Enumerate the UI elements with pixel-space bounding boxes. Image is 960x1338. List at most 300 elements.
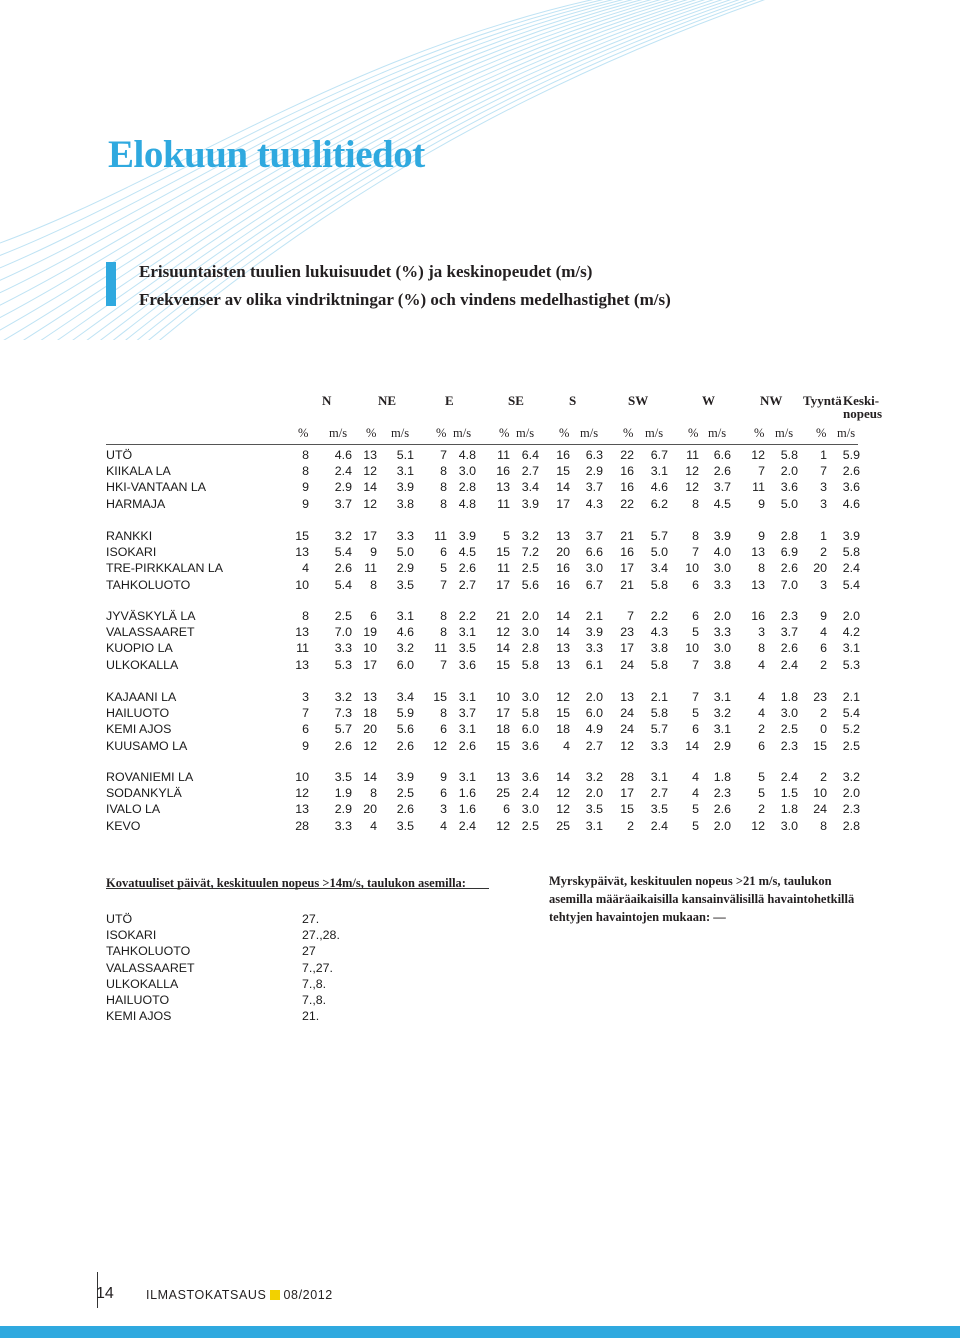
cell-speed: 3.0 (521, 802, 539, 817)
cell-percent: 13 (620, 690, 634, 704)
cell-speed: 3.7 (585, 529, 603, 543)
strong-wind-dates: 27 (302, 944, 316, 959)
cell-percent: 4 (563, 738, 570, 753)
cell-percent: 17 (620, 786, 634, 801)
cell-speed: 1.5 (780, 786, 798, 801)
cell-percent: 8 (302, 609, 309, 623)
cell-percent: 6 (370, 609, 377, 623)
cell-percent: 12 (751, 818, 765, 833)
cell-speed: 3.0 (780, 818, 798, 833)
cell-speed: 4.0 (713, 545, 731, 560)
cell-speed: 7.2 (521, 545, 539, 560)
cell-speed: 3.3 (650, 738, 668, 753)
cell-percent: 6 (440, 722, 447, 737)
table-row (0, 480, 960, 496)
cell-speed: 3.6 (842, 480, 860, 495)
cell-speed: 3.2 (585, 770, 603, 784)
cell-percent: 6 (440, 545, 447, 560)
cell-speed: 5.2 (842, 722, 860, 737)
cell-percent: 13 (295, 657, 309, 672)
col-se: SE (508, 393, 524, 408)
publication-issue: 08/2012 (283, 1288, 333, 1302)
cell-speed: 3.8 (713, 657, 731, 672)
cell-percent: 18 (363, 706, 377, 721)
unit-ms: m/s (645, 426, 664, 440)
cell-percent: 4 (758, 690, 765, 704)
station-name: VALASSAARET (106, 625, 195, 640)
cell-speed: 5.6 (521, 577, 539, 592)
unit-ms: m/s (391, 426, 410, 440)
cell-percent: 5 (758, 770, 765, 784)
strong-wind-station: ULKOKALLA (106, 976, 179, 991)
cell-percent: 16 (751, 609, 765, 623)
subtitle-finnish: Erisuuntaisten tuulien lukuisuudet (%) ja keskinopeudet (m/s) (139, 262, 593, 281)
unit-ms: m/s (329, 426, 348, 440)
cell-speed: 2.8 (521, 641, 539, 656)
cell-speed: 3.3 (585, 641, 603, 656)
cell-percent: 11 (434, 529, 447, 543)
cell-percent: 2 (820, 657, 827, 672)
cell-speed: 2.4 (780, 657, 798, 672)
cell-percent: 5 (692, 625, 699, 640)
cell-speed: 3.3 (713, 625, 731, 640)
cell-speed: 5.1 (396, 448, 414, 462)
col-n: N (322, 393, 332, 408)
cell-speed: 2.7 (650, 786, 668, 801)
cell-percent: 14 (556, 609, 570, 623)
unit-percent: % (366, 426, 377, 440)
cell-speed: 6.7 (650, 448, 668, 462)
unit-ms: m/s (708, 426, 727, 440)
cell-speed: 1.9 (334, 786, 352, 801)
col-ne: NE (378, 393, 397, 408)
cell-percent: 8 (440, 625, 447, 640)
cell-speed: 2.1 (842, 690, 860, 704)
cell-speed: 2.6 (780, 561, 798, 576)
cell-percent: 8 (302, 464, 309, 479)
cell-percent: 13 (556, 641, 570, 656)
cell-percent: 13 (363, 448, 377, 462)
cell-percent: 2 (758, 722, 765, 737)
cell-speed: 2.0 (521, 609, 539, 623)
cell-percent: 0 (820, 722, 827, 737)
cell-percent: 11 (686, 448, 699, 462)
table-row (0, 802, 960, 818)
cell-speed: 5.9 (396, 706, 414, 721)
cell-percent: 6 (820, 641, 827, 656)
cell-speed: 2.3 (780, 609, 798, 623)
cell-percent: 1 (820, 448, 827, 462)
cell-speed: 3.2 (842, 770, 860, 784)
cell-percent: 25 (556, 818, 570, 833)
cell-percent: 11 (752, 480, 765, 495)
cell-percent: 24 (620, 657, 634, 672)
col-e: E (445, 393, 454, 408)
cell-percent: 4 (758, 657, 765, 672)
cell-percent: 8 (758, 641, 765, 656)
station-name: HKI-VANTAAN LA (106, 480, 207, 495)
cell-speed: 4.2 (842, 625, 860, 640)
col-w: W (702, 393, 715, 408)
table-row (0, 561, 960, 577)
cell-percent: 2 (820, 545, 827, 560)
table-row (0, 448, 960, 464)
cell-percent: 4 (758, 706, 765, 721)
cell-speed: 2.6 (780, 641, 798, 656)
cell-speed: 5.4 (842, 577, 860, 592)
cell-speed: 2.6 (396, 802, 414, 817)
gale-note-line3: tehtyjen havaintojen mukaan: — (549, 910, 726, 924)
cell-percent: 5 (758, 786, 765, 801)
cell-speed: 5.9 (842, 448, 860, 462)
cell-percent: 6 (692, 577, 699, 592)
cell-speed: 2.8 (458, 480, 476, 495)
cell-speed: 3.2 (521, 529, 539, 543)
table-row (0, 722, 960, 738)
cell-speed: 3.7 (458, 706, 476, 721)
table-row (0, 786, 960, 802)
cell-speed: 1.8 (780, 690, 798, 704)
cell-percent: 2 (820, 706, 827, 721)
cell-percent: 8 (440, 496, 447, 511)
cell-percent: 14 (556, 625, 570, 640)
cell-speed: 4.6 (334, 448, 352, 462)
cell-speed: 3.6 (458, 657, 476, 672)
cell-percent: 13 (295, 802, 309, 817)
cell-speed: 2.9 (334, 480, 352, 495)
cell-speed: 4.5 (458, 545, 476, 560)
cell-percent: 3 (820, 577, 827, 592)
cell-speed: 3.2 (713, 706, 731, 721)
cell-percent: 13 (295, 545, 309, 560)
cell-percent: 5 (503, 529, 510, 543)
cell-percent: 4 (820, 625, 827, 640)
table-row (0, 690, 960, 706)
cell-percent: 4 (302, 561, 309, 576)
cell-percent: 20 (813, 561, 827, 576)
station-name: RANKKI (106, 529, 153, 543)
cell-speed: 3.6 (521, 738, 539, 753)
cell-speed: 1.8 (780, 802, 798, 817)
station-name: ISOKARI (106, 545, 157, 560)
cell-speed: 4.6 (396, 625, 414, 640)
cell-speed: 2.6 (713, 802, 731, 817)
cell-speed: 3.3 (713, 577, 731, 592)
cell-percent: 7 (440, 657, 447, 672)
cell-percent: 12 (556, 802, 570, 817)
cell-percent: 24 (620, 722, 634, 737)
table-row (0, 578, 960, 594)
cell-percent: 13 (751, 545, 765, 560)
cell-percent: 9 (370, 545, 377, 560)
cell-percent: 3 (302, 690, 309, 704)
strong-wind-dates: 21. (302, 1009, 320, 1024)
cell-speed: 2.5 (334, 609, 352, 623)
cell-speed: 2.5 (521, 818, 539, 833)
strong-wind-station: HAILUOTO (106, 993, 170, 1007)
table-row (0, 819, 960, 835)
cell-percent: 5 (692, 818, 699, 833)
cell-percent: 19 (363, 625, 377, 640)
cell-percent: 22 (620, 496, 634, 511)
cell-speed: 2.6 (396, 738, 414, 753)
cell-speed: 6.4 (521, 448, 539, 462)
cell-speed: 2.2 (458, 609, 476, 623)
table-row (0, 770, 960, 786)
cell-speed: 2.6 (458, 561, 476, 576)
cell-speed: 2.4 (334, 464, 352, 479)
cell-speed: 5.4 (842, 706, 860, 721)
header-divider (106, 444, 858, 445)
cell-percent: 23 (813, 690, 827, 704)
cell-percent: 5 (440, 561, 447, 576)
station-name: HAILUOTO (106, 706, 170, 721)
cell-percent: 12 (620, 738, 634, 753)
cell-percent: 13 (556, 529, 570, 543)
cell-percent: 8 (692, 496, 699, 511)
cell-percent: 5 (692, 802, 699, 817)
cell-percent: 8 (820, 818, 827, 833)
table-row (0, 464, 960, 480)
table-row (0, 739, 960, 755)
cell-percent: 6 (302, 722, 309, 737)
cell-percent: 3 (440, 802, 447, 817)
cell-percent: 11 (497, 448, 510, 462)
cell-percent: 17 (496, 706, 510, 721)
cell-percent: 14 (363, 480, 377, 495)
cell-percent: 9 (758, 496, 765, 511)
cell-speed: 3.9 (396, 480, 414, 495)
cell-speed: 5.4 (334, 545, 352, 560)
cell-speed: 3.5 (334, 770, 352, 784)
cell-percent: 4 (370, 818, 377, 833)
cell-percent: 15 (496, 657, 510, 672)
cell-percent: 20 (363, 802, 377, 817)
cell-percent: 12 (685, 480, 699, 495)
cell-percent: 8 (440, 480, 447, 495)
cell-percent: 7 (302, 706, 309, 721)
cell-speed: 2.6 (458, 738, 476, 753)
cell-speed: 3.9 (521, 496, 539, 511)
cell-percent: 15 (433, 690, 447, 704)
cell-percent: 9 (302, 496, 309, 511)
cell-percent: 16 (556, 577, 570, 592)
cell-percent: 12 (363, 496, 377, 511)
cell-percent: 15 (496, 545, 510, 560)
station-name: UTÖ (106, 448, 133, 462)
cell-percent: 10 (685, 561, 699, 576)
cell-speed: 3.0 (713, 641, 731, 656)
cell-speed: 3.0 (713, 561, 731, 576)
cell-speed: 3.1 (396, 609, 414, 623)
cell-percent: 12 (363, 464, 377, 479)
cell-speed: 5.7 (650, 529, 668, 543)
cell-speed: 2.3 (842, 802, 860, 817)
bottom-accent-band (0, 1326, 960, 1338)
cell-speed: 6.2 (650, 496, 668, 511)
page-number: 14 (96, 1285, 114, 1302)
cell-speed: 4.6 (650, 480, 668, 495)
cell-percent: 8 (302, 448, 309, 462)
cell-speed: 2.5 (780, 722, 798, 737)
subtitle-accent-bar (106, 262, 116, 306)
cell-speed: 3.7 (334, 496, 352, 511)
cell-percent: 12 (556, 690, 570, 704)
strong-wind-dates: 7.,27. (302, 960, 334, 975)
cell-percent: 5 (692, 706, 699, 721)
cell-speed: 6.0 (521, 722, 539, 737)
cell-percent: 12 (556, 786, 570, 801)
station-name: TAHKOLUOTO (106, 577, 191, 592)
cell-percent: 8 (440, 706, 447, 721)
cell-percent: 9 (758, 529, 765, 543)
cell-percent: 3 (758, 625, 765, 640)
cell-percent: 14 (496, 641, 510, 656)
cell-percent: 7 (627, 609, 634, 623)
cell-percent: 9 (820, 609, 827, 623)
cell-percent: 16 (556, 561, 570, 576)
cell-percent: 28 (620, 770, 634, 784)
cell-speed: 5.8 (650, 657, 668, 672)
unit-percent: % (436, 426, 447, 440)
cell-percent: 8 (440, 609, 447, 623)
cell-speed: 3.1 (842, 641, 860, 656)
cell-percent: 9 (302, 480, 309, 495)
station-name: IVALO LA (106, 802, 161, 817)
cell-percent: 12 (496, 625, 510, 640)
cell-percent: 15 (295, 529, 309, 543)
cell-speed: 2.4 (458, 818, 476, 833)
cell-speed: 3.7 (780, 625, 798, 640)
cell-speed: 3.4 (650, 561, 668, 576)
cell-speed: 6.6 (585, 545, 603, 560)
cell-speed: 3.5 (585, 802, 603, 817)
cell-speed: 1.6 (458, 802, 476, 817)
cell-percent: 12 (751, 448, 765, 462)
cell-percent: 6 (758, 738, 765, 753)
cell-speed: 2.6 (713, 464, 731, 479)
cell-speed: 3.1 (458, 770, 476, 784)
cell-percent: 14 (685, 738, 699, 753)
station-name: KAJAANI LA (106, 690, 177, 704)
cell-percent: 10 (813, 786, 827, 801)
cell-percent: 17 (363, 657, 377, 672)
cell-percent: 17 (496, 577, 510, 592)
cell-speed: 2.4 (650, 818, 668, 833)
unit-percent: % (754, 426, 765, 440)
cell-speed: 5.8 (521, 706, 539, 721)
cell-speed: 2.3 (713, 786, 731, 801)
cell-percent: 7 (692, 545, 699, 560)
strong-wind-station: KEMI AJOS (106, 1009, 172, 1024)
table-row (0, 641, 960, 657)
cell-speed: 3.5 (650, 802, 668, 817)
cell-speed: 3.4 (521, 480, 539, 495)
cell-speed: 2.0 (585, 786, 603, 801)
cell-speed: 3.8 (396, 496, 414, 511)
cell-percent: 14 (556, 480, 570, 495)
cell-speed: 3.2 (334, 690, 352, 704)
strong-wind-heading: Kovatuuliset päivät, keskituulen nopeus >14m/s, taulukon asemilla: (106, 876, 466, 890)
cell-percent: 15 (620, 802, 634, 817)
cell-speed: 2.7 (521, 464, 539, 479)
cell-percent: 12 (295, 786, 309, 801)
cell-speed: 2.0 (585, 690, 603, 704)
cell-speed: 3.1 (713, 690, 731, 704)
strong-wind-station: TAHKOLUOTO (106, 944, 191, 959)
station-name: KEMI AJOS (106, 722, 172, 737)
publication-title: ILMASTOKATSAUS (146, 1288, 267, 1302)
unit-ms: m/s (775, 426, 794, 440)
cell-speed: 1.8 (713, 770, 731, 784)
cell-percent: 12 (685, 464, 699, 479)
cell-speed: 3.9 (458, 529, 476, 543)
cell-speed: 3.3 (396, 529, 414, 543)
table-row (0, 706, 960, 722)
cell-percent: 10 (496, 690, 510, 704)
col-sw: SW (628, 393, 649, 408)
cell-percent: 13 (363, 690, 377, 704)
cell-speed: 7.3 (334, 706, 352, 721)
cell-speed: 5.0 (396, 545, 414, 560)
cell-percent: 15 (556, 464, 570, 479)
cell-percent: 20 (363, 722, 377, 737)
cell-speed: 4.5 (713, 496, 731, 511)
cell-percent: 2 (627, 818, 634, 833)
cell-percent: 17 (620, 641, 634, 656)
gale-note-line2: asemilla määräaikaisilla kansainvälisillä havaintohetkillä (549, 892, 855, 906)
page-title: Elokuun tuulitiedot (108, 133, 425, 176)
cell-percent: 6 (692, 609, 699, 623)
strong-wind-rule (106, 888, 489, 889)
cell-percent: 18 (496, 722, 510, 737)
cell-speed: 4.9 (585, 722, 603, 737)
cell-percent: 11 (364, 561, 377, 576)
cell-percent: 15 (813, 738, 827, 753)
cell-speed: 3.0 (458, 464, 476, 479)
station-name: KEVO (106, 818, 141, 833)
cell-speed: 2.5 (842, 738, 860, 753)
cell-speed: 2.0 (780, 464, 798, 479)
cell-percent: 6 (692, 722, 699, 737)
subtitle-swedish: Frekvenser av olika vindriktningar (%) och vindens medelhastighet (m/s) (139, 290, 671, 309)
cell-speed: 3.0 (521, 625, 539, 640)
cell-speed: 3.0 (521, 690, 539, 704)
strong-wind-dates: 27.,28. (302, 928, 340, 943)
cell-speed: 2.6 (334, 738, 352, 753)
cell-percent: 6 (440, 786, 447, 801)
cell-percent: 10 (363, 641, 377, 656)
cell-percent: 12 (496, 818, 510, 833)
cell-percent: 21 (496, 609, 510, 623)
cell-speed: 3.9 (396, 770, 414, 784)
cell-percent: 8 (440, 464, 447, 479)
cell-speed: 2.1 (585, 609, 603, 623)
col-calm: Tyyntä (803, 393, 842, 408)
table-row (0, 497, 960, 513)
cell-speed: 6.7 (585, 577, 603, 592)
cell-percent: 20 (556, 545, 570, 560)
cell-percent: 7 (440, 448, 447, 462)
cell-percent: 7 (820, 464, 827, 479)
unit-percent: % (298, 426, 309, 440)
strong-wind-dates: 7.,8. (302, 976, 327, 991)
col-mean-line2: nopeus (843, 406, 883, 421)
cell-speed: 3.1 (585, 818, 603, 833)
cell-speed: 5.8 (521, 657, 539, 672)
cell-percent: 25 (496, 786, 510, 801)
cell-speed: 3.9 (842, 529, 860, 543)
